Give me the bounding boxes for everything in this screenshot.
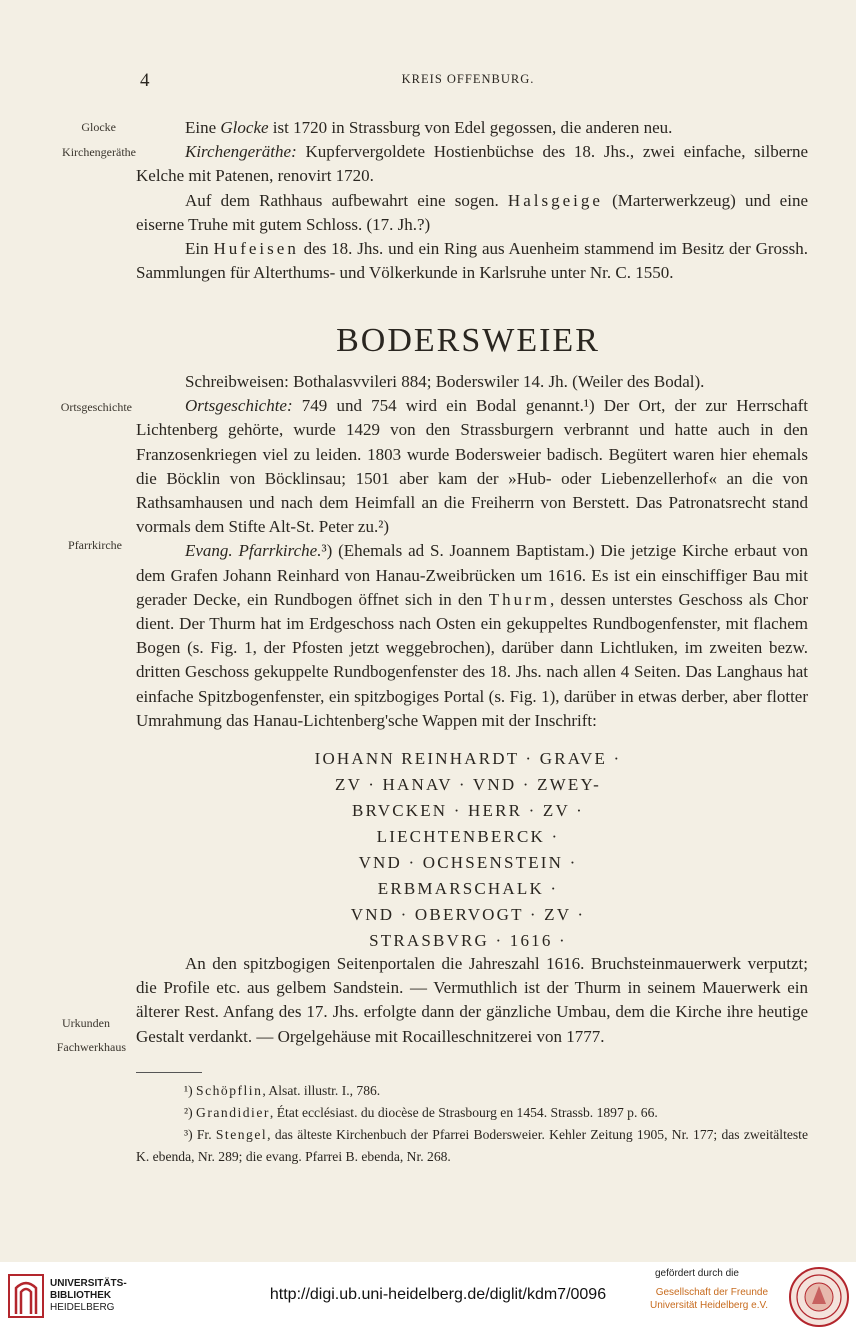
paragraph-pfarrkirche: Evang. Pfarrkirche.³) (Ehemals ad S. Joannem Baptistam.) Die jetzige Kirche erbaut von dem Grafen Johann Reinhard von Hanau-Zweibrücken um 1616. Es ist ein einschiffiger Bau mit gerader Decke, ein Rundbogen öffnet sich in den Thurm, dessen unterstes Geschoss als Chor dient. Der Thurm hat im Erdgeschoss nach Osten ein gekuppeltes Rundbogenfenster, mit flachem Bogen (s. Fig. 1, der Pfosten jetzt weggebrochen), darüber dann Lichtluken, im zweiten bezw. dritten Geschoss gekuppelte Rundbogenfenster des 18. Jhs. nach allen 4 Seiten. Das Langhaus hat einfache Spitzbogenfenster, ein spitzbogiges Portal (s. Fig. 1), darüber in etwas derber, aber flotter Umrahmung das Hanau-Lichtenberg'sche Wappen mit der Inschrift: bbox=[136, 541, 808, 730]
footnote-3: ³) Fr. Stengel, das älteste Kirchenbuch der Pfarrei Bodersweier. Kehler Zeitung 1905, Nr. 177; das zweitälteste K. ebenda, Nr. 289; die evang. Pfarrei B. ebenda, Nr. 268. bbox=[136, 1127, 808, 1164]
viewer-footer bbox=[0, 1262, 856, 1329]
sponsor-label: gefördert durch die bbox=[655, 1268, 739, 1279]
margin-note-glocke: Glocke bbox=[81, 120, 116, 134]
section-portals-text bbox=[136, 952, 808, 1049]
paragraph-hufeisen: Ein Hufeisen des 18. Jhs. und ein Ring aus Auenheim stammend im Besitz der Grossh. Sammlungen für Alterthums- und Völkerkunde in Karlsruhe unter Nr. C. 1550. bbox=[136, 239, 808, 283]
page-number: 4 bbox=[140, 70, 150, 91]
paragraph-schreibweisen: Schreibweisen: Bothalasvvileri 884; Boderswiler 14. Jh. (Weiler des Bodal). bbox=[185, 372, 705, 391]
university-seal-icon bbox=[788, 1266, 850, 1328]
paragraph-kirchengeraethe: Kirchengeräthe: Kupfervergoldete Hostienbüchse des 18. Jhs., zwei einfache, silberne Kelche mit Patenen, renovirt 1720. bbox=[136, 142, 808, 186]
inscription-line: IOHANN REINHARDT · GRAVE · bbox=[314, 749, 622, 768]
inscription-line: ERBMARSCHALK · bbox=[377, 879, 559, 898]
paragraph-seitenportale: An den spitzbogigen Seitenportalen die Jahreszahl 1616. Bruchsteinmauerwerk verputzt; die Profile etc. aus gelbem Sandstein. — Vermuthlich ist der Thurm in seinem Mauerwerk ein älterer Rest. Anfang des 17. Jhs. erfolgte dann der gänzliche Umbau, dem die Kirche ihre heutige Gestalt verdankt. — Orgelgehäuse mit Rocailleschnitzerei von 1777. bbox=[136, 954, 808, 1046]
margin-note-kirchengeraethe: Kirchengeräthe bbox=[62, 145, 136, 159]
inscription-line: STRASBVRG · 1616 · bbox=[369, 931, 567, 950]
footnote-rule bbox=[136, 1072, 202, 1073]
running-head: KREIS OFFENBURG. bbox=[401, 72, 535, 86]
university-library-name: UNIVERSITÄTS- BIBLIOTHEK HEIDELBERG bbox=[50, 1278, 127, 1313]
footnotes bbox=[136, 1080, 808, 1168]
inscription-line: LIECHTENBERCK · bbox=[376, 827, 560, 846]
paragraph-ortsgeschichte: Ortsgeschichte: 749 und 754 wird ein Bodal genannt.¹) Der Ort, der zur Herrschaft Lichtenberg gehörte, wurde 1429 von den Strassburgern verbrannt und hatte auch in den Franzosenkriegen viel zu leiden. 1803 wurde Bodersweier badisch. Begütert waren hier ehemals die Böcklin von Böcklinsau; 1501 aber kam der »Hub- oder Liebenzellerhof« an die von Rathsamhausen und nach dem Heimfall an die Freiherrn von Berstett. Das Patronatsrecht stand vormals dem Stifte Alt-St. Peter zu.²) bbox=[136, 396, 808, 537]
margin-note-urkunden: Urkunden bbox=[62, 1016, 110, 1030]
permalink-url[interactable]: http://digi.ub.uni-heidelberg.de/diglit/kdm7/0096 bbox=[269, 1286, 607, 1303]
section-kreis-text bbox=[136, 116, 808, 285]
inscription-line: BRVCKEN · HERR · ZV · bbox=[352, 801, 584, 820]
footnote-2: ²) Grandidier, État ecclésiast. du diocèse de Strasbourg en 1454. Strassb. 1897 p. 66. bbox=[184, 1105, 658, 1120]
section-title: BODERSWEIER bbox=[336, 322, 600, 359]
inscription-line: VND · OCHSENSTEIN · bbox=[358, 853, 578, 872]
paragraph-halsgeige: Auf dem Rathhaus aufbewahrt eine sogen. Halsgeige (Marterwerkzeug) und eine eiserne Truhe mit gutem Schloss. (17. Jh.?) bbox=[136, 190, 808, 234]
inscription bbox=[0, 746, 856, 954]
inscription-line: VND · OBERVOGT · ZV · bbox=[350, 905, 586, 924]
section-bodersweier-text bbox=[136, 370, 808, 733]
footnote-1: ¹) Schöpflin, Alsat. illustr. I., 786. bbox=[184, 1083, 381, 1098]
inscription-line: ZV · HANAV · VND · ZWEY- bbox=[335, 775, 601, 794]
paragraph-glocke: Eine Glocke ist 1720 in Strassburg von Edel gegossen, die anderen neu. bbox=[185, 118, 673, 137]
margin-note-ortsgeschichte: Ortsgeschichte bbox=[60, 400, 132, 414]
margin-note-fachwerkhaus: Fachwerkhaus bbox=[56, 1040, 126, 1054]
margin-note-pfarrkirche: Pfarrkirche bbox=[68, 538, 122, 552]
society-name[interactable]: Gesellschaft der Freunde Universität Heidelberg e.V. bbox=[649, 1287, 768, 1311]
